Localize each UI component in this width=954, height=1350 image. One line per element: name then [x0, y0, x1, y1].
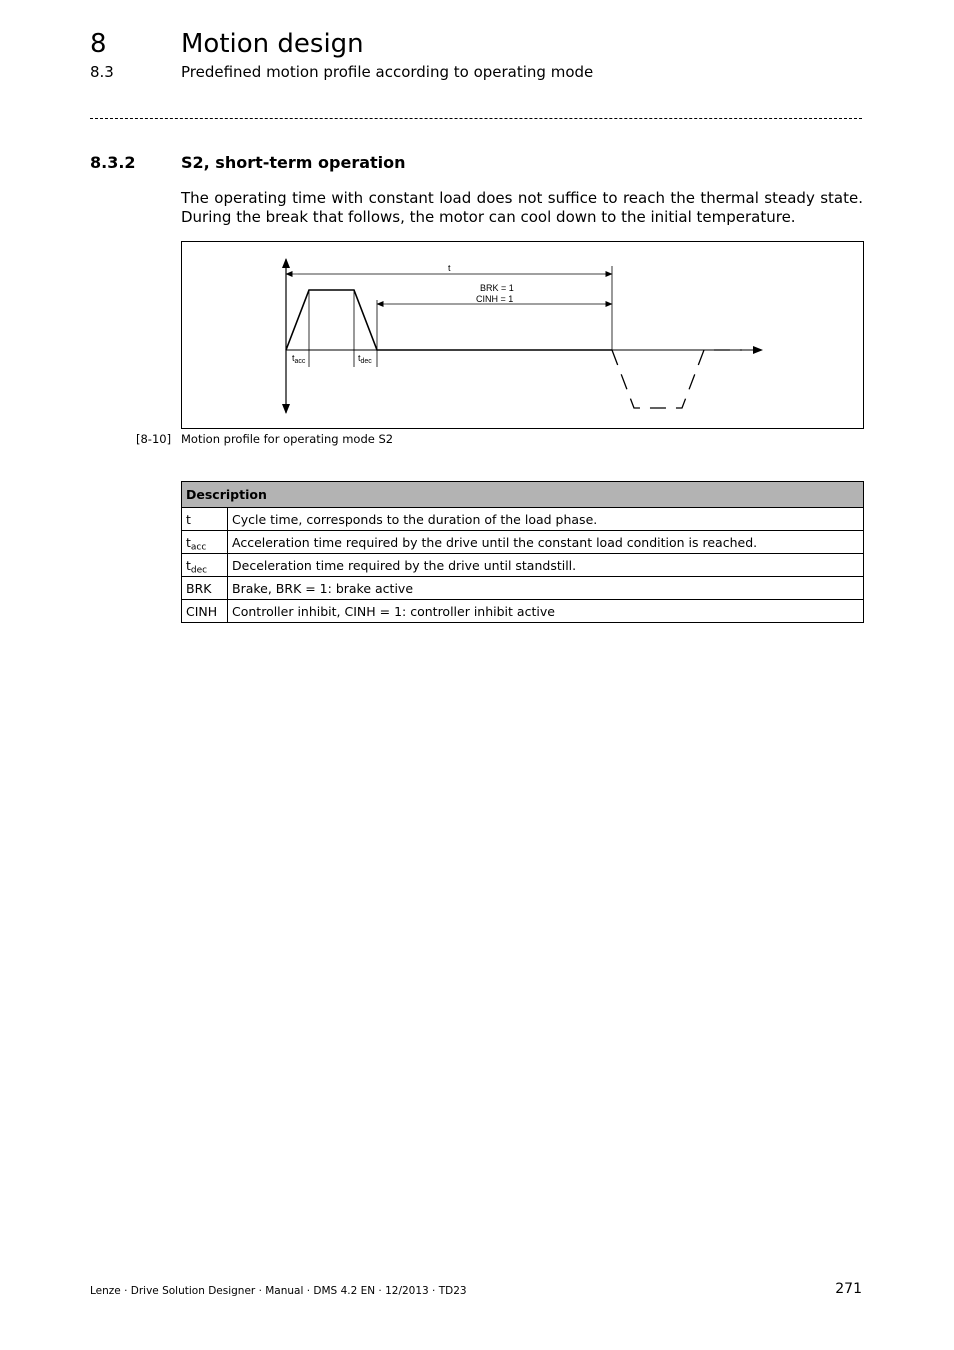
header-divider [90, 118, 862, 119]
table-row [182, 554, 864, 577]
table-header: Description [182, 482, 864, 508]
figure-number: [8-10] [136, 432, 172, 446]
t-label: t [448, 263, 451, 273]
t-dec-label: $t_{dec}$ [358, 353, 372, 365]
cinh-label: CINH = 1 [476, 294, 514, 304]
table-key: CINH [182, 600, 228, 623]
motion-profile-figure [181, 241, 864, 429]
t-acc-label: $t_{acc}$ [292, 353, 306, 365]
subsection-number: 8.3.2 [90, 153, 136, 172]
chapter-title: Motion design [181, 29, 364, 59]
table-row [182, 531, 864, 554]
table-row [182, 508, 864, 531]
table-key: BRK [182, 577, 228, 600]
body-paragraph: The operating time with constant load does not suffice to reach the thermal steady state. During the break that follows, the motor can cool down to the initial temperature. [181, 189, 863, 226]
motion-profile-diagram [182, 242, 863, 428]
load-profile [286, 290, 612, 350]
table-key: t [182, 508, 228, 531]
table-row [182, 577, 864, 600]
table-value: Cycle time, corresponds to the duration of the load phase. [228, 508, 864, 531]
table-value: Deceleration time required by the drive until standstill. [228, 554, 864, 577]
table-value: Acceleration time required by the drive until the constant load condition is reached. [228, 531, 864, 554]
table-value: Controller inhibit, CINH = 1: controller inhibit active [228, 600, 864, 623]
subsection-title: S2, short-term operation [181, 153, 406, 172]
section-number: 8.3 [90, 63, 114, 81]
table-key: $t_{dec}$ [182, 554, 228, 577]
table-row [182, 600, 864, 623]
table-header-row [182, 482, 864, 508]
footer-text: Lenze · Drive Solution Designer · Manual · DMS 4.2 EN · 12/2013 · TD23 [90, 1285, 467, 1297]
dashed-profile [612, 350, 742, 408]
section-title: Predefined motion profile according to operating mode [181, 63, 594, 81]
table-key: $t_{acc}$ [182, 531, 228, 554]
table-value: Brake, BRK = 1: brake active [228, 577, 864, 600]
description-table [181, 481, 864, 623]
page-number: 271 [835, 1281, 862, 1297]
chapter-number: 8 [90, 29, 107, 59]
figure-caption: Motion profile for operating mode S2 [181, 432, 394, 446]
brk-label: BRK = 1 [480, 283, 514, 293]
